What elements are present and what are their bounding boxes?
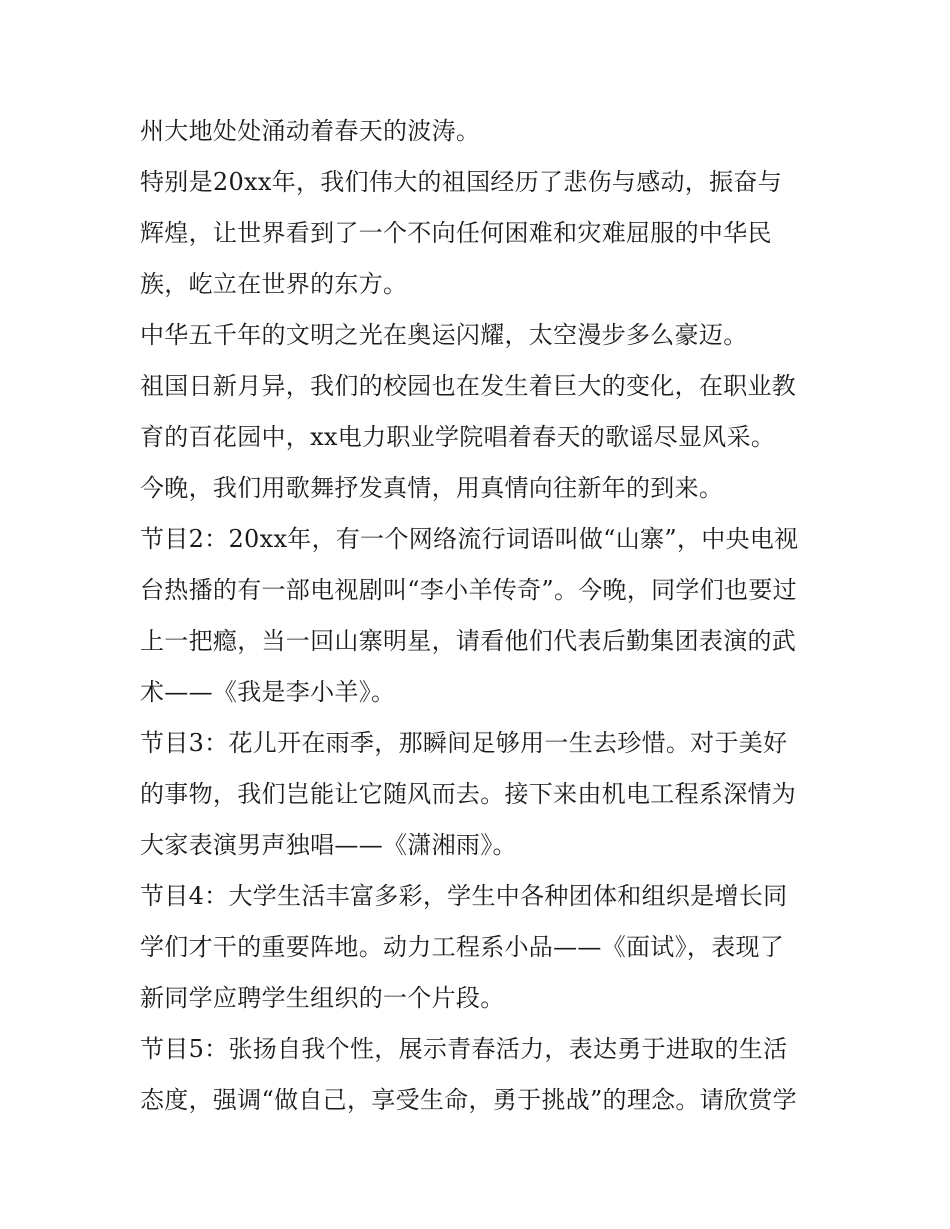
text-line: 育的百花园中，xx电力职业学院唱着春天的歌谣尽显风采。: [140, 423, 776, 451]
text-line: 祖国日新月异，我们的校园也在发生着巨大的变化，在职业教: [140, 372, 797, 400]
text-line: 的事物，我们岂能让它随风而去。接下来由机电工程系深情为: [140, 780, 797, 808]
text-line: 州大地处处涌动着春天的波涛。: [140, 117, 481, 145]
text-line: 节目2：20xx年，有一个网络流行词语叫做“山寨”，中央电视: [140, 525, 799, 553]
text-line: 中华五千年的文明之光在奥运闪耀，太空漫步多么豪迈。: [140, 321, 748, 349]
text-line: 节目3：花儿开在雨季，那瞬间足够用一生去珍惜。对于美好: [140, 729, 788, 757]
text-line: 新同学应聘学生组织的一个片段。: [140, 984, 505, 1012]
text-line: 学们才干的重要阵地。动力工程系小品——《面试》，表现了: [140, 933, 785, 961]
text-line: 节目4：大学生活丰富多彩，学生中各种团体和组织是增长同: [140, 882, 788, 910]
text-line: 族，屹立在世界的东方。: [140, 270, 408, 298]
text-line: 节目5：张扬自我个性，展示青春活力，表达勇于进取的生活: [140, 1035, 788, 1063]
text-line: 术——《我是李小羊》。: [140, 678, 396, 706]
text-line: 大家表演男声独唱——《潇湘雨》。: [140, 831, 517, 859]
text-line: 台热播的有一部电视剧叫“李小羊传奇”。今晚，同学们也要过: [140, 576, 797, 604]
text-line: 今晚，我们用歌舞抒发真情，用真情向往新年的到来。: [140, 474, 724, 502]
text-line: 上一把瘾，当一回山寨明星，请看他们代表后勤集团表演的武: [140, 627, 797, 655]
text-line: 特别是20xx年，我们伟大的祖国经历了悲伤与感动，振奋与: [140, 168, 783, 196]
text-line: 态度，强调“做自己，享受生命，勇于挑战”的理念。请欣赏学: [140, 1086, 797, 1114]
text-line: 辉煌，让世界看到了一个不向任何困难和灾难屈服的中华民: [140, 219, 772, 247]
